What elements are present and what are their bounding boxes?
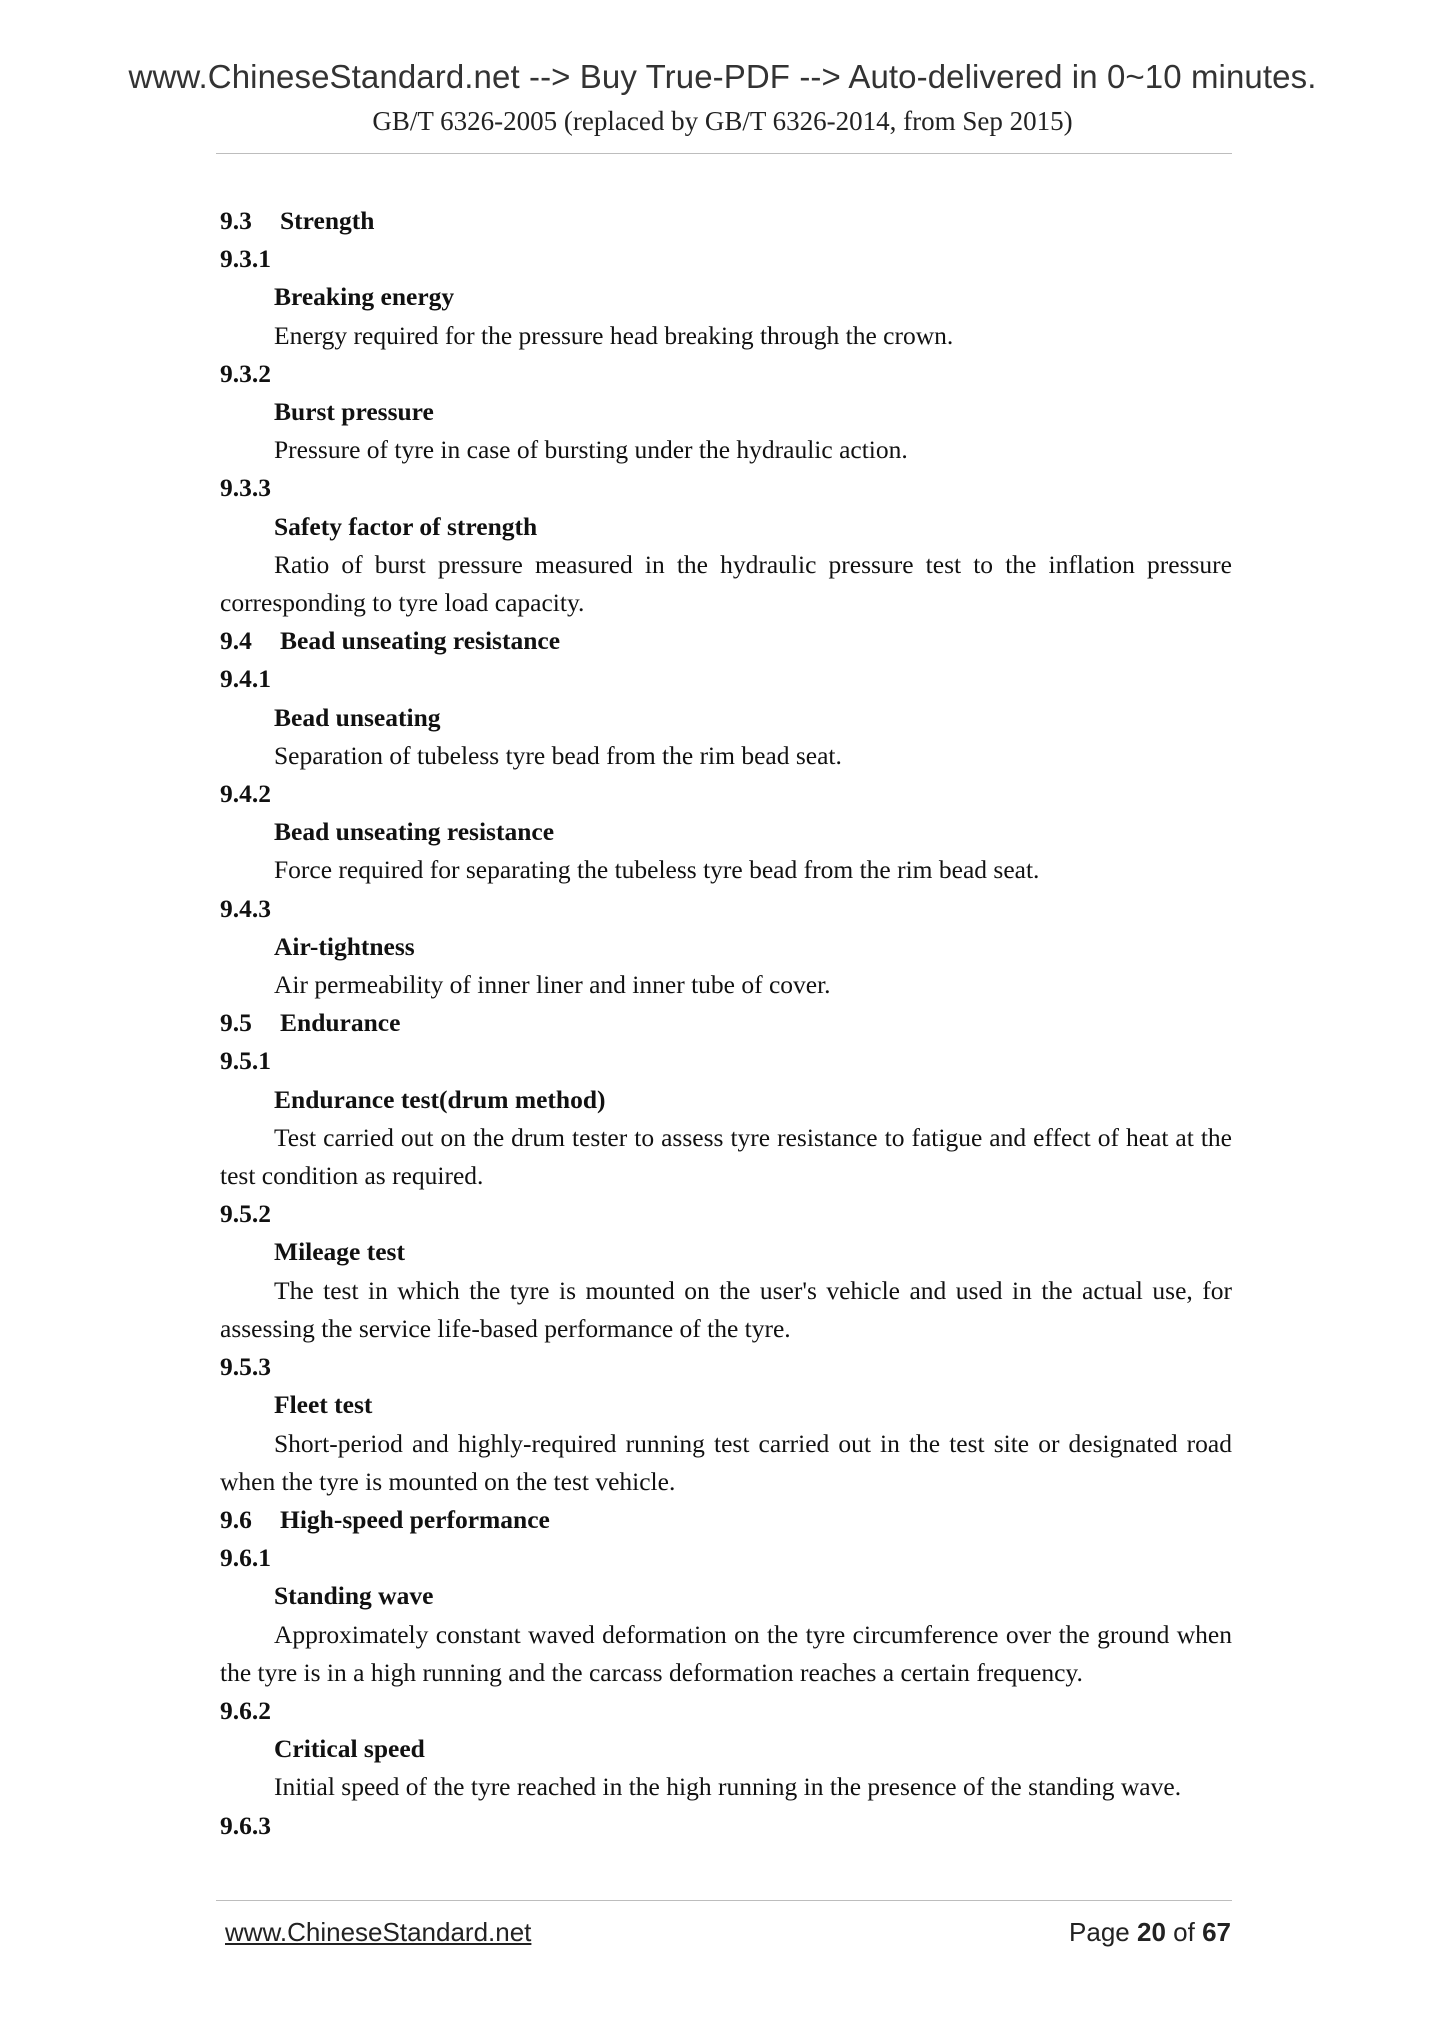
term-definition: Short-period and highly-required running test carried out in the test site or designated road when the tyre is mounted on the test vehicle. [220,1428,1232,1496]
section-number: 9.3 [220,206,252,235]
document-body [220,202,1232,1845]
term-title: Breaking energy [274,282,455,312]
clause-number: 9.6.3 [220,1810,271,1840]
header-divider [216,153,1232,154]
clause-number: 9.4.3 [220,893,271,923]
term-definition: Air permeability of inner liner and inner tube of cover. [274,970,831,1000]
term-definition: Pressure of tyre in case of bursting under the hydraulic action. [274,435,908,465]
term-title: Endurance test(drum method) [274,1084,606,1114]
clause-number: 9.6.1 [220,1543,271,1573]
term-definition: Approximately constant waved deformation on the tyre circumference over the ground when the tyre is in a high running and the carcass deformation reaches a certain frequency. [220,1619,1232,1687]
term-title: Burst pressure [274,397,434,427]
clause-number: 9.3.2 [220,358,271,388]
section-title: Strength [280,206,375,235]
footer-divider [216,1900,1232,1901]
section-heading-9-5 [220,1004,1232,1042]
page-current: 20 [1137,1917,1166,1947]
header-standard-id: GB/T 6326-2005 (replaced by GB/T 6326-2014, from Sep 2015) [372,106,1073,136]
section-number: 9.6 [220,1504,252,1534]
term-definition: The test in which the tyre is mounted on the user's vehicle and used in the actual use, for assessing the service life-based performance of the tyre. [220,1275,1232,1343]
term-title: Air-tightness [274,931,415,961]
term-title: Mileage test [274,1237,405,1267]
term-definition: Energy required for the pressure head breaking through the crown. [274,320,954,350]
footer-site-link[interactable]: www.ChineseStandard.net [225,1917,532,1947]
term-definition: Separation of tubeless tyre bead from the rim bead seat. [274,740,842,770]
section-heading-9-6 [220,1501,1232,1539]
clause-number: 9.6.2 [220,1695,271,1725]
clause-number: 9.3.1 [220,244,271,274]
clause-number: 9.5.1 [220,1046,271,1076]
page-of-label: of [1173,1917,1195,1947]
section-number: 9.4 [220,626,252,656]
term-definition: Test carried out on the drum tester to assess tyre resistance to fatigue and effect of heat at the test condition as required. [220,1122,1232,1191]
section-title: High-speed performance [280,1504,550,1534]
clause-number: 9.4.2 [220,779,271,809]
term-definition: Initial speed of the tyre reached in the high running in the presence of the standing wave. [274,1772,1182,1802]
section-title: Endurance [280,1008,401,1038]
clause-number: 9.3.3 [220,473,271,503]
page-indicator [1069,1917,1231,1948]
term-title: Critical speed [274,1734,425,1764]
header-banner-text[interactable]: www.ChineseStandard.net --> Buy True-PDF --> Auto-delivered in 0~10 minutes. [128,58,1317,95]
term-definition: Force required for separating the tubeless tyre bead from the rim bead seat. [274,855,1040,885]
clause-number: 9.5.3 [220,1352,271,1382]
page-total: 67 [1202,1917,1231,1947]
term-definition: Ratio of burst pressure measured in the hydraulic pressure test to the inflation pressure corresponding to tyre load capacity. [220,549,1232,618]
term-title: Safety factor of strength [274,511,538,541]
section-heading-9-3 [220,202,1232,240]
section-number: 9.5 [220,1008,252,1038]
section-title: Bead unseating resistance [280,626,561,656]
term-title: Fleet test [274,1390,373,1420]
clause-number: 9.5.2 [220,1199,271,1229]
term-title: Bead unseating resistance [274,817,555,847]
term-title: Standing wave [274,1581,434,1611]
section-heading-9-4 [220,622,1232,660]
term-title: Bead unseating [274,702,441,732]
page-header [0,58,1445,137]
page-label: Page [1069,1917,1130,1947]
clause-number: 9.4.1 [220,664,271,694]
